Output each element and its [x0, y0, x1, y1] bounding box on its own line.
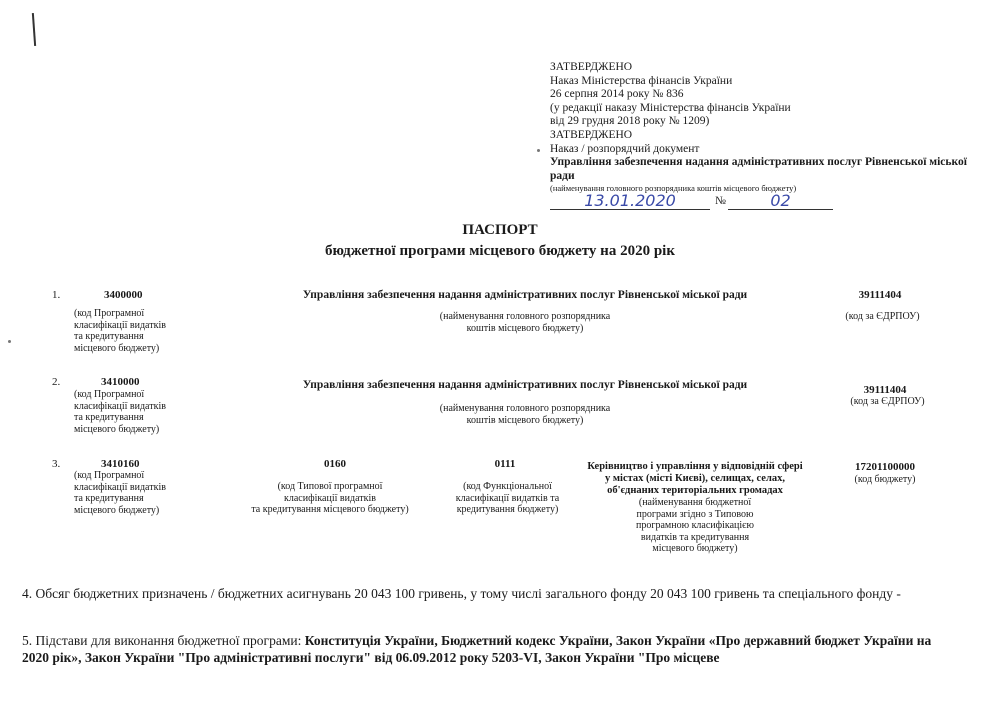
- program-name-caption: (найменування бюджетної програми згідно з Типовою програмною класифікацією видатків та кредитування місцевого бюджету): [636, 497, 754, 554]
- row-number: 3.: [52, 458, 61, 470]
- document-subtitle: бюджетної програми місцевого бюджету на 2020 рік: [325, 243, 675, 259]
- handwritten-date: 13.01.2020: [550, 193, 710, 210]
- typical-code: 0160: [324, 458, 346, 470]
- program-code: 3400000: [104, 289, 143, 301]
- number-label: №: [715, 195, 726, 207]
- functional-code: 0111: [494, 458, 516, 470]
- margin-pen-mark: [32, 13, 36, 46]
- program-code: 3410160: [101, 458, 140, 470]
- budget-code-caption: (код бюджету): [854, 474, 916, 485]
- handwritten-number: 02: [728, 193, 833, 210]
- paragraph-5-grounds: [22, 632, 952, 666]
- approval-line: 26 серпня 2014 року № 836: [550, 88, 684, 101]
- approval-org-name: Управління забезпечення надання адміністративних послуг Рівненської міської ради: [550, 156, 967, 182]
- scan-speck: [537, 149, 540, 152]
- approval-block: [550, 61, 970, 194]
- budget-code: 17201100000: [855, 461, 915, 473]
- manager-name: Управління забезпечення надання адміністративних послуг Рівненської міської ради: [302, 379, 748, 391]
- document-title: ПАСПОРТ: [462, 222, 538, 238]
- approval-line: від 29 грудня 2018 року № 1209): [550, 115, 710, 128]
- paragraph-4-budget-volume: 4. Обсяг бюджетних призначень / бюджетних асигнувань 20 043 100 гривень, у тому числі загального фонду 20 043 100 гривень та спеціального фонду -: [22, 586, 901, 601]
- edrpou-code: 39111404: [863, 384, 907, 396]
- approval-line: ЗАТВЕРДЖЕНО: [550, 61, 633, 73]
- typical-code-caption: (код Типової програмної класифікації видатків та кредитування місцевого бюджету): [251, 481, 409, 515]
- functional-code-caption: (код Функціональної класифікації видатків та кредитування бюджету): [455, 481, 560, 515]
- row-number: 1.: [52, 289, 61, 301]
- paragraph-5-laws: Конституція України, Бюджетний кодекс України, Закон України «Про державний бюджет України на 2020 рік», Закон України "Про адміністративні послуги" від 06.09.2012 року 5203-VI, Закон України "Про місцеве: [22, 633, 932, 665]
- edrpou-caption: (код за ЄДРПОУ): [850, 396, 925, 407]
- approval-line: Наказ / розпорядчий документ: [550, 142, 700, 155]
- manager-caption: (найменування головного розпорядника коштів місцевого бюджету): [439, 403, 611, 426]
- main-manager-name: Управління забезпечення надання адміністративних послуг Рівненської міської ради: [302, 289, 748, 301]
- scan-speck: [8, 340, 11, 343]
- approval-org-caption: (найменування головного розпорядника коштів місцевого бюджету): [550, 183, 797, 194]
- edrpou-code: 39111404: [858, 289, 902, 301]
- approval-line: ЗАТВЕРДЖЕНО: [550, 128, 633, 141]
- program-code: 3410000: [101, 376, 140, 388]
- row-number: 2.: [52, 376, 61, 388]
- edrpou-caption: (код за ЄДРПОУ): [845, 311, 920, 322]
- signature-row: [550, 193, 840, 211]
- program-code-caption: (код Програмної класифікації видатків та кредитування місцевого бюджету): [74, 389, 166, 435]
- approval-line: (у редакції наказу Міністерства фінансів України: [550, 101, 791, 114]
- program-code-caption: (код Програмної класифікації видатків та кредитування місцевого бюджету): [74, 470, 166, 516]
- program-code-caption: (код Програмної класифікації видатків та кредитування місцевого бюджету): [74, 308, 166, 354]
- paragraph-5-label: 5. Підстави для виконання бюджетної програми:: [22, 633, 305, 648]
- approval-line: Наказ Міністерства фінансів України: [550, 74, 733, 87]
- main-manager-caption: (найменування головного розпорядника коштів місцевого бюджету): [439, 311, 611, 334]
- program-name: Керівництво і управління у відповідній сфері у містах (місті Києві), селищах, селах, об'єднаних територіальних громадах: [587, 461, 803, 496]
